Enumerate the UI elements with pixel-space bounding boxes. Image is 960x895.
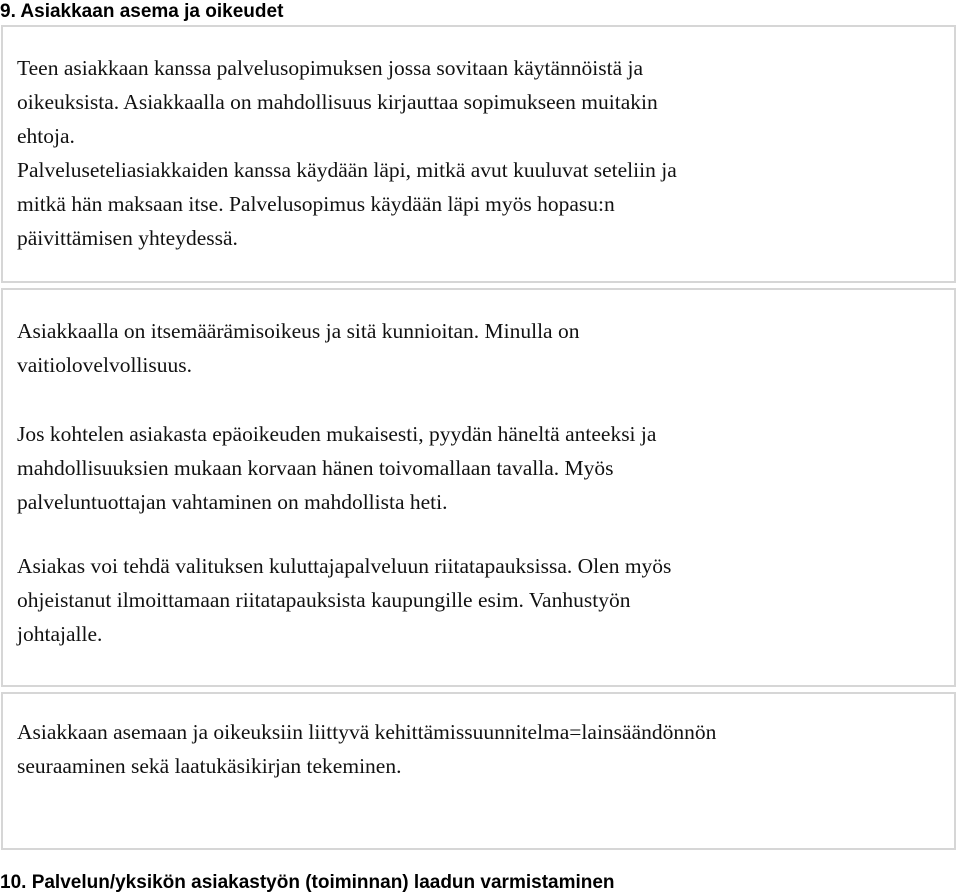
text-line: ohjeistanut ilmoittamaan riitatapauksista kaupungille esim. Vanhustyön <box>17 588 631 612</box>
paragraph-apology <box>17 417 947 519</box>
text-line: vaitiolovelvollisuus. <box>17 353 192 377</box>
text-line: palveluntuottajan vahtaminen on mahdollista heti. <box>17 490 448 514</box>
text-line: Asiakkaan asemaan ja oikeuksiin liittyvä kehittämissuunnitelma=lainsäändönnön <box>17 720 717 744</box>
next-section-heading: 10. Palvelun/yksikön asiakastyön (toiminnan) laadun varmistaminen <box>0 872 615 893</box>
text-box-development-plan <box>1 692 956 850</box>
paragraph-complaints <box>17 549 947 651</box>
text-line: Asiakas voi tehdä valituksen kuluttajapalveluun riitatapauksissa. Olen myös <box>17 554 672 578</box>
paragraph-development-plan <box>17 715 947 783</box>
text-line: Asiakkaalla on itsemäärämisoikeus ja sitä kunnioitan. Minulla on <box>17 319 580 343</box>
text-line: Jos kohtelen asiakasta epäoikeuden mukaisesti, pyydän häneltä anteeksi ja <box>17 422 657 446</box>
text-line: Teen asiakkaan kanssa palvelusopimuksen jossa sovitaan käytännöistä ja <box>17 56 644 80</box>
text-line: johtajalle. <box>17 622 103 646</box>
text-line: mahdollisuuksien mukaan korvaan hänen toivomallaan tavalla. Myös <box>17 456 614 480</box>
text-line: oikeuksista. Asiakkaalla on mahdollisuus kirjauttaa sopimukseen muitakin <box>17 90 658 114</box>
section-heading: 9. Asiakkaan asema ja oikeudet <box>0 1 284 22</box>
text-line: päivittämisen yhteydessä. <box>17 226 238 250</box>
text-line: ehtoja. <box>17 124 75 148</box>
text-line: mitkä hän maksaan itse. Palvelusopimus käydään läpi myös hopasu:n <box>17 192 615 216</box>
paragraph-self-determination <box>17 314 947 382</box>
text-line: Palveluseteliasiakkaiden kanssa käydään läpi, mitkä avut kuuluvat seteliin ja <box>17 158 677 182</box>
text-box-contract <box>1 25 956 283</box>
text-box-rights <box>1 288 956 687</box>
paragraph-contract <box>17 51 947 255</box>
text-line: seuraaminen sekä laatukäsikirjan tekeminen. <box>17 754 402 778</box>
